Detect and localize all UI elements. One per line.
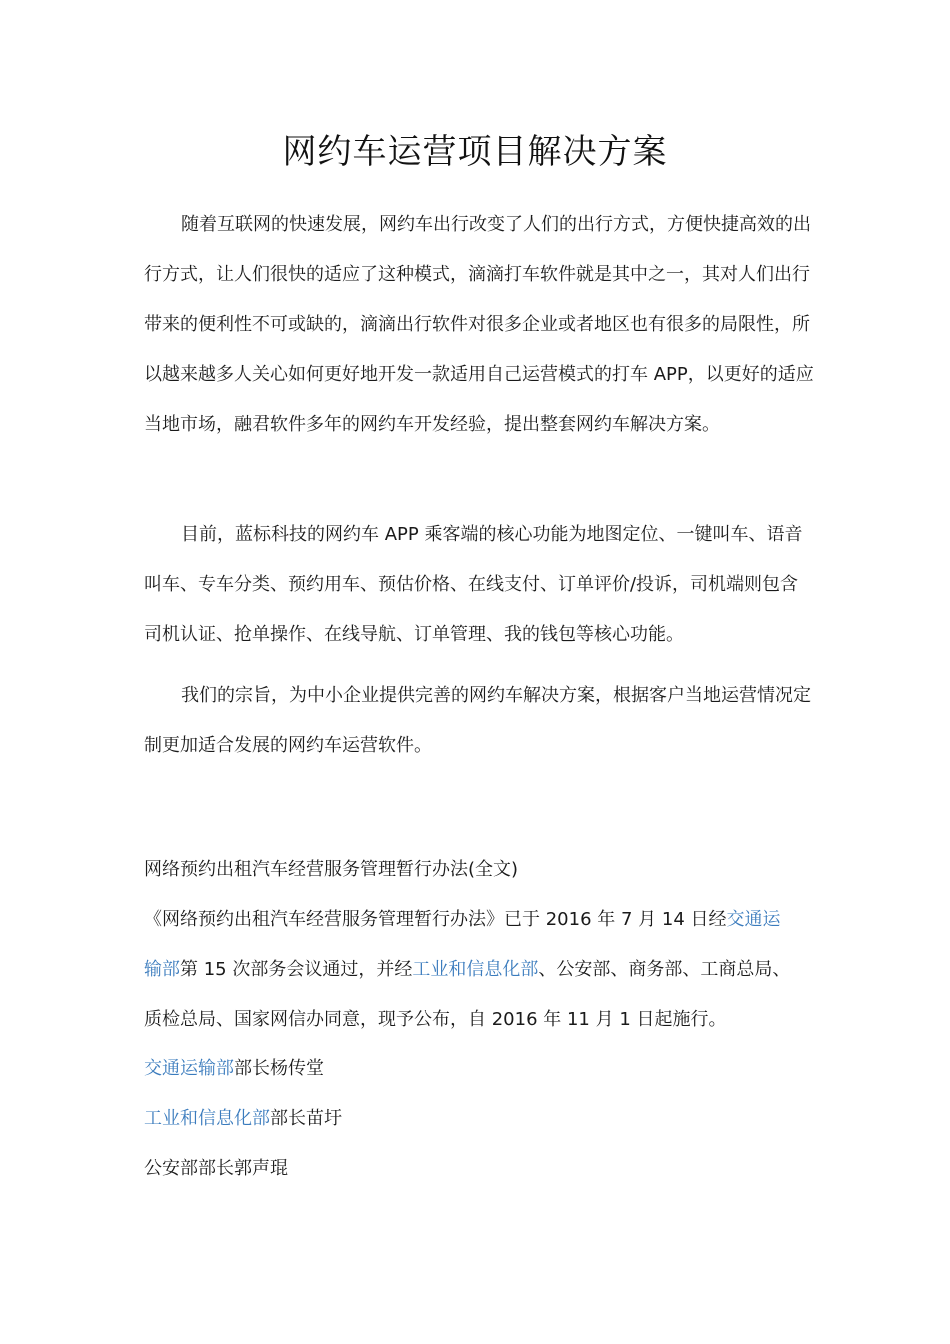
link-ministry-transport-part2[interactable]: 输部: [144, 959, 180, 980]
link-ministry-transport-part1[interactable]: 交通运: [726, 909, 781, 930]
signature-industry-name: 部长苗圩: [270, 1108, 342, 1129]
link-signature-transport[interactable]: 交通运输部: [144, 1058, 234, 1079]
law-line-2-tail: 、公安部、商务部、工商总局、: [538, 959, 791, 980]
features-paragraph: 目前，蓝标科技的网约车 APP 乘客端的核心功能为地图定位、一键叫车、语音叫车、专车分类、预约用车、预估价格、在线支付、订单评价/投诉，司机端则包含司机认证、抢单操作、在线导航、订单管理、我的钱包等核心功能。: [144, 524, 803, 645]
law-heading: 网络预约出租汽车经营服务管理暂行办法(全文): [144, 859, 519, 880]
link-signature-industry[interactable]: 工业和信息化部: [144, 1108, 270, 1129]
law-line-1-text: 《网络预约出租汽车经营服务管理暂行办法》已于 2016 年 7 月 14 日经: [144, 909, 727, 930]
intro-paragraph: 随着互联网的快速发展，网约车出行改变了人们的出行方式，方便快捷高效的出行方式，让人们很快的适应了这种模式，滴滴打车软件就是其中之一，其对人们出行带来的便利性不可或缺的，滴滴出行软件对很多企业或者地区也有很多的局限性，所以越来越多人关心如何更好地开发一款适用自己运营模式的打车 APP，以更好的适应当地市场，融君软件多年的网约车开发经验，提出整套网约车解决方案。: [144, 214, 814, 435]
law-line-2-text: 第 15 次部务会议通过，并经: [180, 959, 413, 980]
signature-industry: [144, 1094, 342, 1144]
document-title: 网约车运营项目解决方案: [282, 132, 668, 172]
law-line-2: [144, 945, 790, 995]
mission-paragraph: 我们的宗旨，为中小企业提供完善的网约车解决方案，根据客户当地运营情况定制更加适合发展的网约车运营软件。: [144, 685, 811, 756]
law-line-3: 质检总局、国家网信办同意，现予公布，自 2016 年 11 月 1 日起施行。: [144, 1009, 727, 1030]
law-line-1: [144, 895, 781, 945]
signature-transport-name: 部长杨传堂: [234, 1058, 324, 1079]
signature-transport: [144, 1044, 324, 1094]
link-ministry-industry[interactable]: 工业和信息化部: [412, 959, 539, 980]
signature-public-security: 公安部部长郭声琨: [144, 1158, 288, 1179]
